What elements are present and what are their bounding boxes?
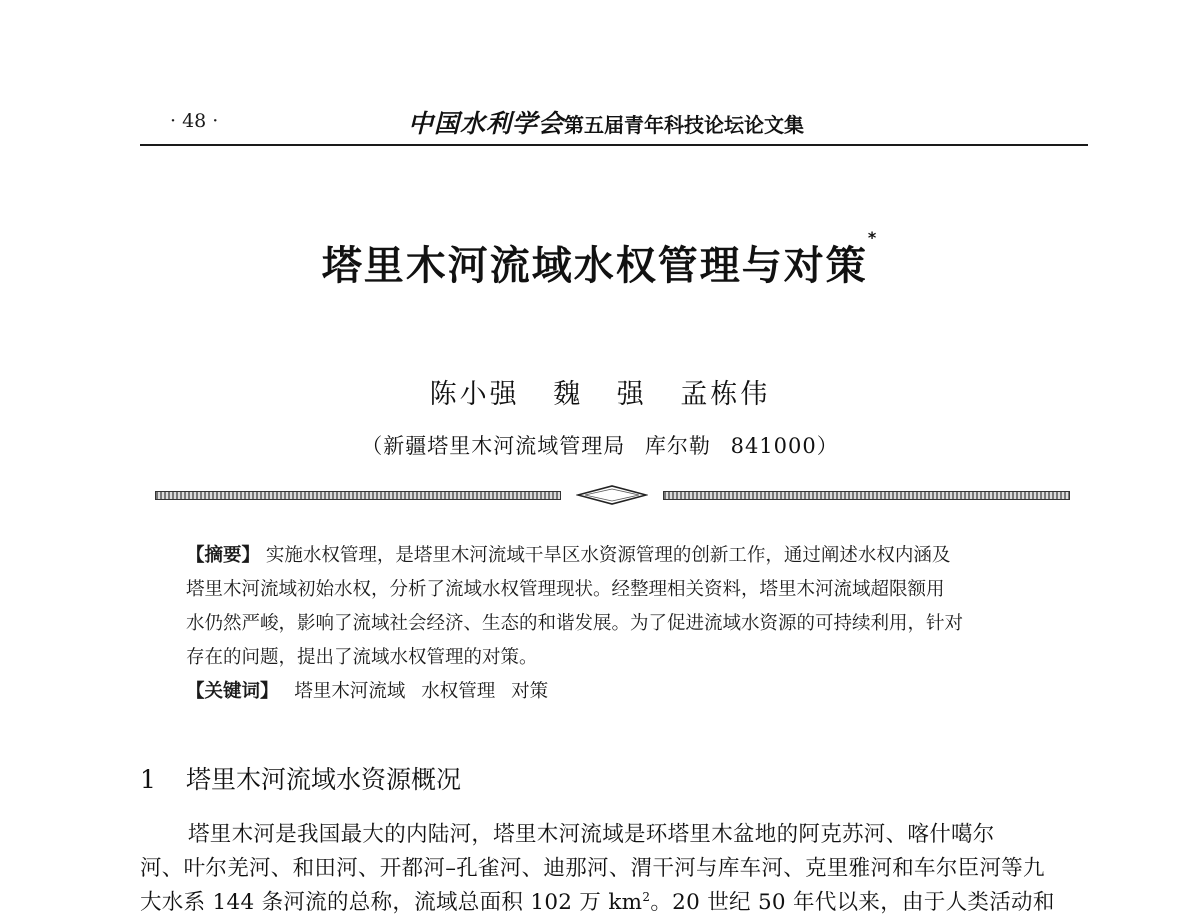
title-footnote-mark: *	[867, 228, 879, 247]
journal-brand: 中国水利学会	[408, 109, 565, 138]
affiliation: （新疆塔里木河流域管理局 库尔勒 841000）	[361, 434, 839, 458]
body-line: 塔里木河是我国最大的内陆河，塔里木河流域是环塔里木盆地的阿克苏河、喀什噶尔	[188, 822, 995, 847]
ornament-diamond-icon	[576, 484, 648, 506]
abstract-label: 【摘要】	[186, 545, 261, 566]
body-text: 。20 世纪 50 年代以来，由于人类活动和	[650, 890, 1055, 915]
body-line	[140, 885, 1055, 916]
keywords-line	[186, 677, 548, 703]
paper-title	[0, 228, 1200, 291]
paper-title-text: 塔里木河流域水权管理与对策	[321, 243, 868, 289]
abstract-line: 存在的问题，提出了流域水权管理的对策。	[186, 647, 538, 668]
section-title: 塔里木河流域水资源概况	[186, 765, 462, 794]
page-number: · 48 ·	[170, 110, 219, 132]
section-number: 1	[140, 765, 156, 794]
abstract-line: 水仍然严峻，影响了流域社会经济、生态的和谐发展。为了促进流域水资源的可持续利用，针对	[186, 613, 964, 634]
section-heading	[140, 760, 461, 796]
keywords-label: 【关键词】	[186, 681, 279, 702]
journal-subtitle: 第五届青年科技论坛论文集	[564, 113, 805, 137]
body-text: 大水系 144 条河流的总称，流域总面积 102 万 km	[140, 890, 643, 915]
superscript: 2	[642, 889, 651, 904]
ornament-bar-left	[155, 491, 561, 500]
header-rule	[140, 144, 1088, 146]
ornament-bar-right	[663, 491, 1070, 500]
abstract-line: 塔里木河流域初始水权，分析了流域水权管理现状。经整理相关资料，塔里木河流域超限额用	[186, 579, 945, 600]
body-line: 河、叶尔羌河、和田河、开都河–孔雀河、迪那河、渭干河与库车河、克里雅河和车尔臣河等九	[140, 856, 1045, 881]
abstract-line	[186, 541, 950, 567]
keywords-text: 塔里木河流域 水权管理 对策	[294, 681, 549, 702]
abstract-text: 实施水权管理，是塔里木河流域干旱区水资源管理的创新工作，通过阐述水权内涵及	[265, 545, 951, 566]
authors: 陈小强 魏 强 孟栋伟	[429, 379, 771, 410]
journal-header	[408, 104, 804, 140]
